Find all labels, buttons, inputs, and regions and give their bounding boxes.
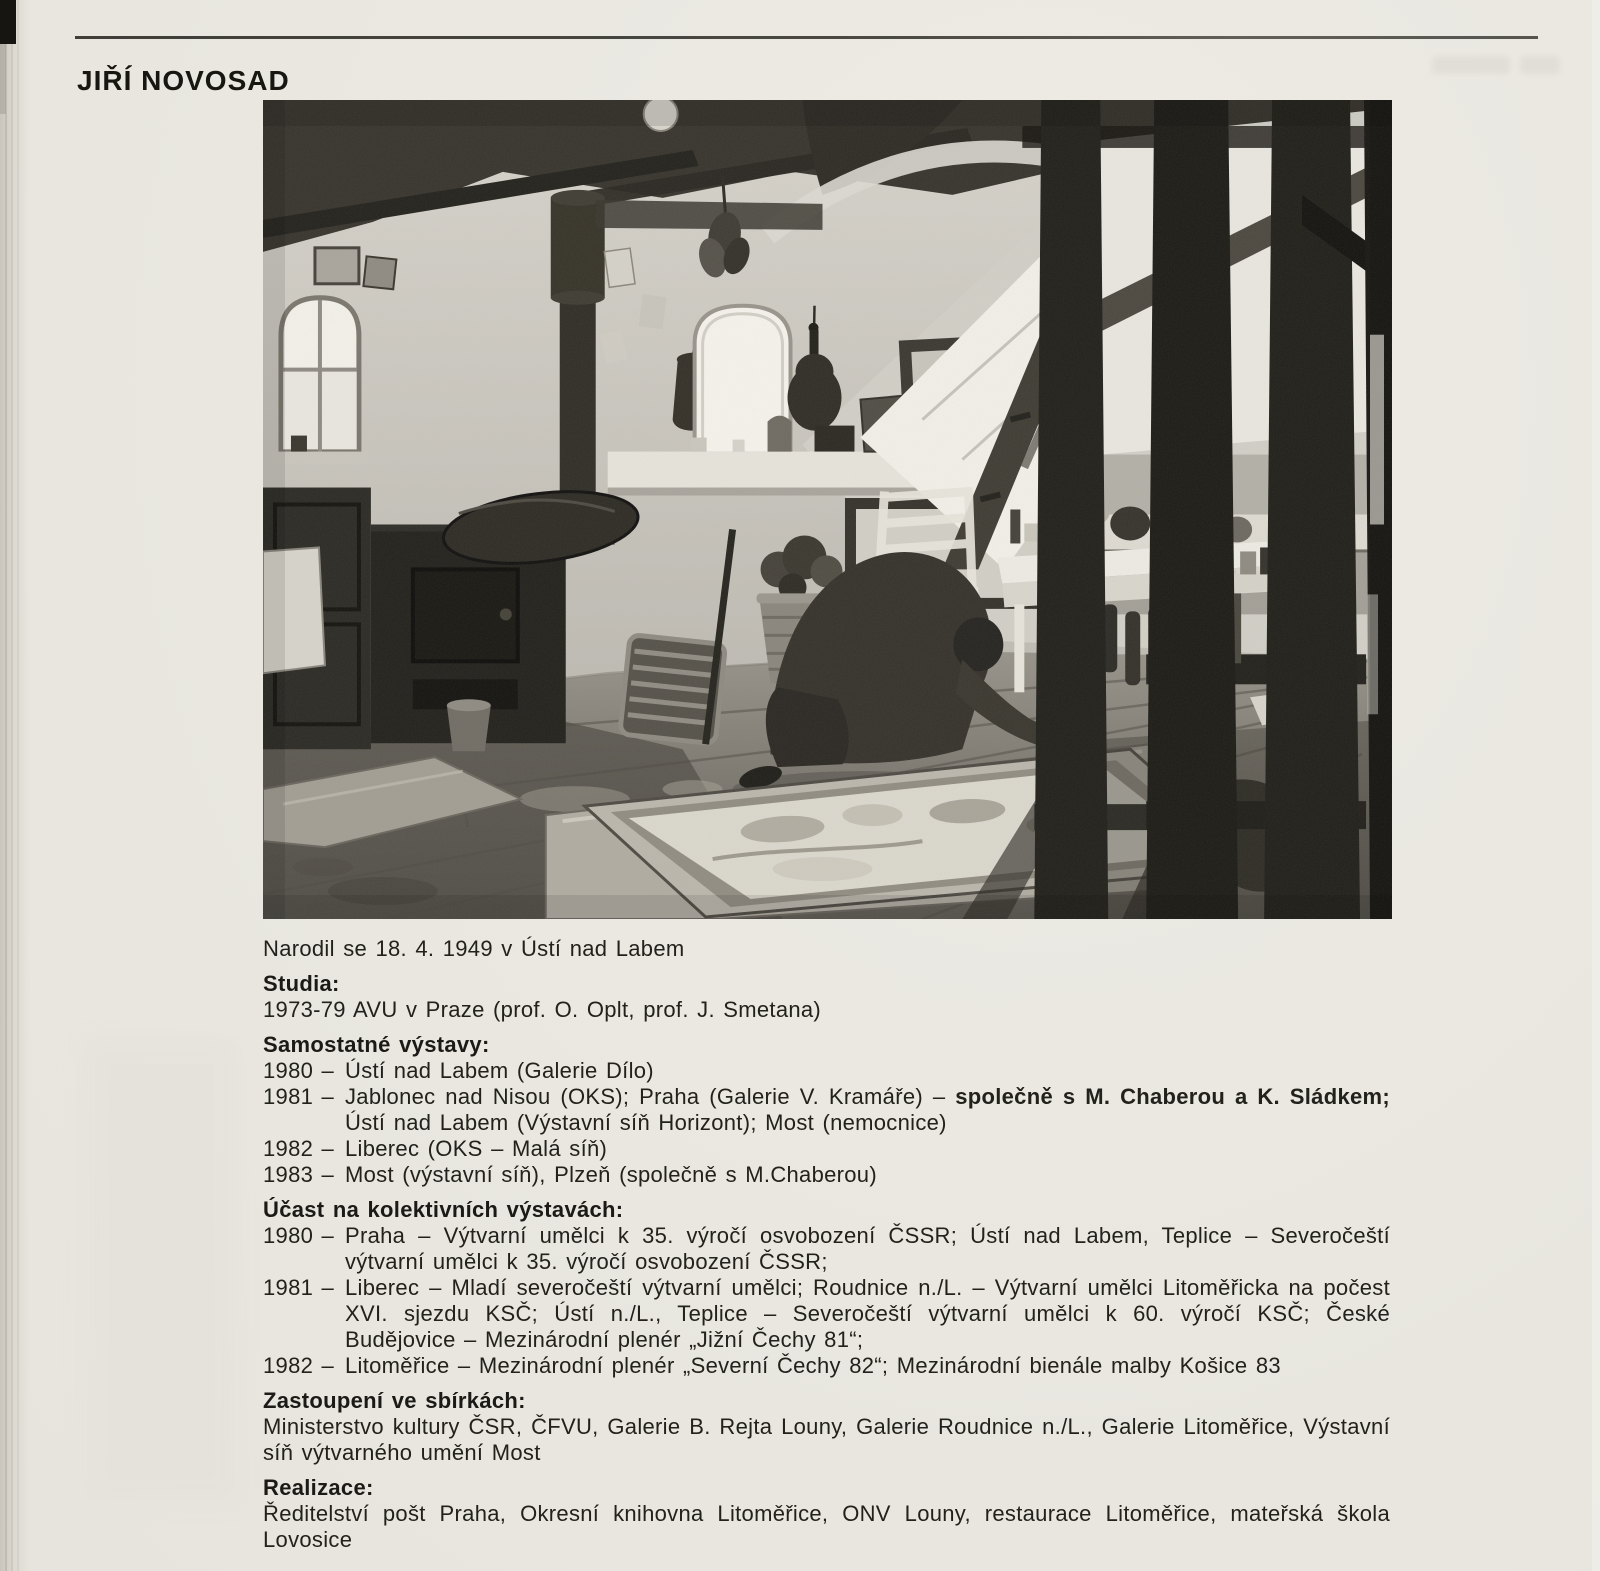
collections-text: Ministerstvo kultury ČSR, ČFVU, Galerie B. Rejta Louny, Galerie Roudnice n./L., Galerie Litoměřice, Výstavní síň výtvarného umění Most [263, 1414, 1390, 1465]
exhibition-year: 1980 – [263, 1223, 335, 1248]
scan-corner-mark [0, 0, 16, 44]
exhibition-text: Litoměřice – Mezinárodní plenér „Severní Čechy 82“; Mezinárodní bienále malby Košice 83 [345, 1353, 1281, 1378]
header-rule [75, 36, 1538, 39]
exhibition-year: 1982 – [263, 1136, 335, 1161]
page-title: JIŘÍ NOVOSAD [77, 64, 290, 96]
exhibition-year: 1982 – [263, 1353, 335, 1378]
realizations-text: Ředitelství pošt Praha, Okresní knihovna Litoměřice, ONV Louny, restaurace Litoměřice, mateřská škola Lovosice [263, 1501, 1390, 1552]
solo-item-1980 [263, 1058, 1390, 1084]
section-heading-studia: Studia: [263, 971, 340, 996]
studia-line: 1973-79 AVU v Praze (prof. O. Oplt, prof. J. Smetana) [263, 997, 822, 1022]
exhibition-text: Liberec – Mladí severočeští výtvarní umělci; Roudnice n./L. – Výtvarní umělci Litoměřicka na počest XVI. sjezdu KSČ; Ústí n./L., Teplice – Severočeští výtvarní umělci k 60. výročí KSČ; České Budějovice – Mezinárodní plenér „Jižní Čechy 81“; [345, 1275, 1390, 1352]
exhibition-year: 1981 – [263, 1084, 335, 1109]
exhibition-year: 1983 – [263, 1162, 335, 1187]
birth-line: Narodil se 18. 4. 1949 v Ústí nad Labem [263, 936, 685, 961]
exhibition-text-pre: Jablonec nad Nisou (OKS); Praha (Galerie V. Kramáře) – [345, 1084, 956, 1109]
exhibition-text: Ústí nad Labem (Galerie Dílo) [345, 1058, 654, 1083]
show-through-shading [86, 1040, 238, 1502]
exhibition-year: 1981 – [263, 1275, 335, 1300]
solo-item-1981 [263, 1084, 1390, 1136]
show-through-smudge [1432, 54, 1560, 80]
scan-corner-shadow [0, 44, 6, 114]
solo-item-1983 [263, 1162, 1390, 1188]
exhibition-text-bold: společně s M. Chaberou a K. Sládkem; [955, 1084, 1391, 1109]
page-right-edge [1592, 0, 1600, 1571]
group-item-1981 [263, 1275, 1390, 1353]
book-spine-edge [0, 0, 30, 1571]
group-item-1980 [263, 1223, 1390, 1275]
group-item-1982 [263, 1353, 1390, 1379]
exhibition-text: Praha – Výtvarní umělci k 35. výročí osvobození ČSSR; Ústí nad Labem, Teplice – Severočeští výtvarní umělci k 35. výročí osvobození ČSSR; [345, 1223, 1390, 1274]
section-heading-solo-exhibitions: Samostatné výstavy: [263, 1032, 490, 1057]
section-heading-group-exhibitions: Účast na kolektivních výstavách: [263, 1197, 624, 1222]
studio-photo [263, 100, 1392, 919]
solo-item-1982 [263, 1136, 1390, 1162]
exhibition-year: 1980 – [263, 1058, 335, 1083]
biography-text [263, 936, 1390, 1553]
exhibition-text-post: Ústí nad Labem (Výstavní síň Horizont); Most (nemocnice) [345, 1110, 947, 1135]
section-heading-realizations: Realizace: [263, 1475, 374, 1500]
section-heading-collections: Zastoupení ve sbírkách: [263, 1388, 526, 1413]
exhibition-text: Liberec (OKS – Malá síň) [345, 1136, 608, 1161]
exhibition-text: Most (výstavní síň), Plzeň (společně s M.Chaberou) [345, 1162, 877, 1187]
